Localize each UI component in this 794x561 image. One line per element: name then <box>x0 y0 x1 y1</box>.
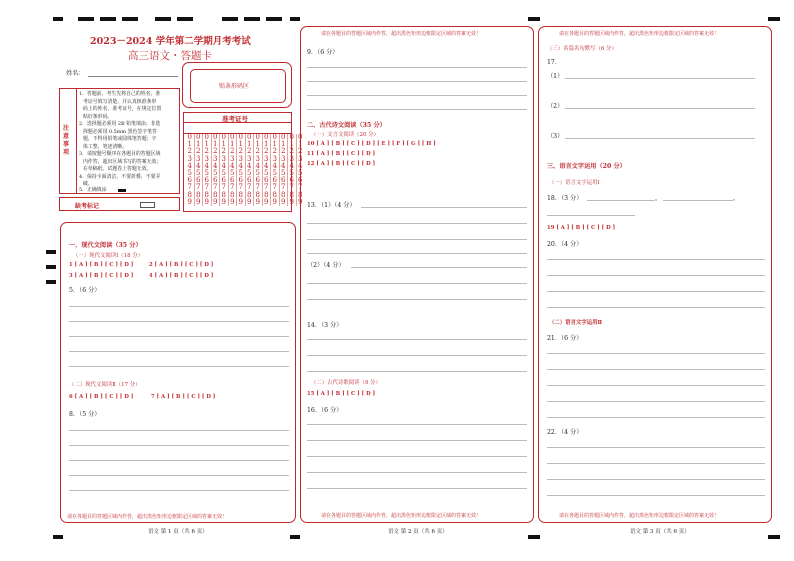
question-label: 14．（3 分） <box>307 322 343 329</box>
subsection-title: （一）文言文阅读（20 分） <box>311 132 379 138</box>
digit-bubble[interactable]: 9 <box>204 197 209 206</box>
notice-line: 2．选择题必须用 2B 铅笔填涂；非选 <box>79 121 161 127</box>
registration-mark <box>768 17 780 21</box>
answer-line[interactable] <box>547 275 765 276</box>
digit-bubble[interactable]: 0 <box>187 133 192 141</box>
digit-bubble[interactable]: 3 <box>281 154 286 163</box>
digit-bubble[interactable]: 1 <box>255 140 260 149</box>
section-title: 一、现代文阅读（35 分） <box>69 242 142 249</box>
digit-bubble[interactable]: 8 <box>187 190 192 199</box>
digit-bubble[interactable]: 4 <box>298 161 303 170</box>
digit-bubble[interactable]: 9 <box>298 197 303 206</box>
answer-line[interactable] <box>307 67 527 68</box>
notice-line: 考证号填写清楚，并认真核准条形 <box>83 98 157 105</box>
answer-line[interactable] <box>547 417 765 418</box>
answer-panel-3 <box>538 26 772 523</box>
comma-separator: ， <box>655 195 662 202</box>
digit-column <box>254 134 263 206</box>
digit-column <box>271 134 280 206</box>
digit-bubble[interactable]: 2 <box>196 147 201 156</box>
digit-bubble[interactable]: 8 <box>213 190 218 199</box>
notice-label: 注意事项 <box>63 125 70 156</box>
answer-line[interactable] <box>307 81 527 82</box>
digit-bubble[interactable]: 5 <box>213 169 218 178</box>
page-footer: 语文 第 3 页（共 6 页） <box>630 529 690 535</box>
digit-bubble[interactable]: 6 <box>298 176 303 185</box>
digit-bubble[interactable]: 8 <box>238 190 243 199</box>
notice-line: 4．保持卡面清洁，不要折叠、不要弄 <box>79 173 161 180</box>
digit-bubble[interactable]: 5 <box>247 169 252 178</box>
digit-bubble[interactable]: 4 <box>238 161 243 170</box>
digit-bubble[interactable]: 7 <box>238 183 243 192</box>
answer-line[interactable] <box>307 109 527 110</box>
answer-line[interactable] <box>69 430 289 431</box>
answer-line[interactable] <box>547 259 765 260</box>
subsection-title: （二）现代文阅读Ⅱ（17 分） <box>69 382 141 388</box>
digit-bubble[interactable]: 8 <box>204 190 209 199</box>
answer-line[interactable] <box>307 456 527 457</box>
digit-column <box>212 134 221 206</box>
notice-line: 择题必须用 0.5mm 黑色签字笔答 <box>83 128 157 135</box>
answer-line[interactable] <box>69 460 289 461</box>
answer-line[interactable] <box>69 490 289 491</box>
digit-column <box>195 134 204 206</box>
digit-bubble[interactable]: 1 <box>187 140 192 149</box>
digit-bubble[interactable]: 6 <box>230 176 235 185</box>
digit-bubble[interactable]: 7 <box>187 183 192 192</box>
digit-bubble[interactable]: 8 <box>289 190 294 199</box>
digit-bubble[interactable]: 2 <box>204 147 209 156</box>
boundary-warning: 请在各题目的答题区域内作答，超出黑色矩形边框限定区域的答案无效！ <box>321 31 482 37</box>
digit-bubble[interactable]: 5 <box>238 169 243 178</box>
digit-bubble[interactable]: 2 <box>238 147 243 156</box>
answer-line[interactable] <box>547 353 765 354</box>
digit-bubble[interactable]: 0 <box>298 133 303 141</box>
question-label: （2） <box>547 103 564 110</box>
answer-line[interactable] <box>307 223 527 224</box>
digit-bubble[interactable]: 7 <box>247 183 252 192</box>
digit-column <box>280 134 289 206</box>
registration-mark <box>528 535 540 539</box>
answer-line[interactable] <box>69 336 289 337</box>
digit-bubble[interactable]: 7 <box>281 183 286 192</box>
digit-bubble[interactable]: 3 <box>213 154 218 163</box>
digit-bubble[interactable]: 8 <box>272 190 277 199</box>
registration-mark <box>78 17 94 21</box>
registration-mark <box>290 17 300 21</box>
comma-separator: ， <box>733 195 740 202</box>
notice-divider <box>76 89 77 193</box>
digit-bubble[interactable]: 7 <box>230 183 235 192</box>
digit-bubble[interactable]: 5 <box>281 169 286 178</box>
digit-bubble[interactable]: 1 <box>289 140 294 149</box>
section-title: 二、古代诗文阅读（35 分） <box>307 122 386 129</box>
digit-bubble[interactable]: 9 <box>264 197 269 206</box>
notice-line: 贴好条形码。 <box>83 113 113 120</box>
digit-bubbles[interactable] <box>186 134 304 206</box>
digit-bubble[interactable]: 4 <box>272 161 277 170</box>
digit-bubble[interactable]: 5 <box>298 169 303 178</box>
digit-bubble[interactable]: 7 <box>272 183 277 192</box>
digit-bubble[interactable]: 0 <box>289 133 294 141</box>
answer-line[interactable] <box>69 321 289 322</box>
digit-bubble[interactable]: 3 <box>264 154 269 163</box>
subsection-title: （三）名篇名句默写（6 分） <box>547 46 617 52</box>
digit-bubble[interactable]: 8 <box>281 190 286 199</box>
subsection-title: （二）语言文字运用Ⅱ <box>549 320 603 326</box>
answer-line[interactable] <box>307 299 527 300</box>
registration-mark <box>46 250 56 254</box>
digit-bubble[interactable]: 6 <box>213 176 218 185</box>
digit-bubble[interactable]: 4 <box>187 161 192 170</box>
digit-bubble[interactable]: 1 <box>230 140 235 149</box>
digit-bubble[interactable]: 9 <box>230 197 235 206</box>
digit-bubble[interactable]: 5 <box>196 169 201 178</box>
notice-line: 题，不得用铅笔或圆珠笔答题；字 <box>83 136 157 142</box>
digit-bubble[interactable]: 3 <box>298 154 303 163</box>
answer-line[interactable] <box>547 215 635 216</box>
digit-bubble[interactable]: 3 <box>196 154 201 163</box>
choice-row[interactable]: 4 [ A ] [ B ] [ C ] [ D ] <box>149 273 214 279</box>
digit-bubble[interactable]: 7 <box>213 183 218 192</box>
digit-bubble[interactable]: 7 <box>298 183 303 192</box>
boundary-warning: 请在各题目的答题区域内作答，超出黑色矩形边框限定区域的答案无效！ <box>67 514 228 520</box>
digit-bubble[interactable]: 5 <box>289 169 294 178</box>
digit-bubble[interactable]: 0 <box>238 133 243 141</box>
answer-line[interactable] <box>351 267 527 268</box>
digit-bubble[interactable]: 9 <box>255 197 260 206</box>
digit-bubble[interactable]: 2 <box>298 147 303 156</box>
answer-line[interactable] <box>565 138 755 139</box>
choice-row[interactable]: 1 [ A ] [ B ] [ C ] [ D ] <box>69 262 134 268</box>
registration-mark <box>768 535 780 539</box>
digit-bubble[interactable]: 1 <box>272 140 277 149</box>
answer-line[interactable] <box>587 200 655 201</box>
registration-mark <box>53 17 63 21</box>
answer-line[interactable] <box>307 488 527 489</box>
digit-bubble[interactable]: 5 <box>187 169 192 178</box>
notice-line: 5．正确填涂 <box>79 187 107 193</box>
digit-bubble[interactable]: 2 <box>289 147 294 156</box>
choice-row[interactable]: 12 [ A ] [ B ] [ C ] [ D ] <box>307 161 376 167</box>
answer-line[interactable] <box>69 351 289 352</box>
page-footer: 语文 第 1 页（共 6 页） <box>148 529 208 535</box>
choice-row[interactable]: 3 [ A ] [ B ] [ C ] [ D ] <box>69 273 134 279</box>
digit-bubble[interactable]: 9 <box>281 197 286 206</box>
digit-bubble[interactable]: 2 <box>272 147 277 156</box>
digit-bubble[interactable]: 1 <box>298 140 303 149</box>
answer-line[interactable] <box>547 495 765 496</box>
digit-column <box>220 134 229 206</box>
question-label: 20．（4 分） <box>547 241 583 248</box>
digit-column <box>229 134 238 206</box>
digit-bubble[interactable]: 6 <box>255 176 260 185</box>
digit-bubble[interactable]: 1 <box>264 140 269 149</box>
answer-line[interactable] <box>307 424 527 425</box>
digit-bubble[interactable]: 1 <box>221 140 226 149</box>
digit-bubble[interactable]: 8 <box>196 190 201 199</box>
answer-line[interactable] <box>307 371 527 372</box>
digit-bubble[interactable]: 3 <box>238 154 243 163</box>
digit-bubble[interactable]: 8 <box>264 190 269 199</box>
answer-line[interactable] <box>547 463 765 464</box>
registration-mark <box>290 535 300 539</box>
notice-line: 码上的姓名、准考证号，在规定位置 <box>83 106 162 112</box>
barcode-area <box>182 62 292 108</box>
name-input-line[interactable] <box>88 76 178 77</box>
notice-line: 内作答，超出区域书写的答案无效； <box>83 158 162 165</box>
digit-bubble[interactable]: 1 <box>213 140 218 149</box>
choice-row[interactable]: 7 [ A ] [ B ] [ C ] [ D ] <box>151 394 216 400</box>
digit-bubble[interactable]: 7 <box>196 183 201 192</box>
digit-bubble[interactable]: 3 <box>289 154 294 163</box>
digit-bubble[interactable]: 3 <box>187 154 192 163</box>
digit-bubble[interactable]: 0 <box>247 133 252 141</box>
digit-bubble[interactable]: 2 <box>187 147 192 156</box>
absent-label: 缺考标记 <box>75 203 100 210</box>
subsection-title: （二）古代诗歌阅读（9 分） <box>311 380 381 386</box>
digit-bubble[interactable]: 2 <box>281 147 286 156</box>
digit-bubble[interactable]: 2 <box>213 147 218 156</box>
digit-bubble[interactable]: 4 <box>204 161 209 170</box>
registration-mark <box>222 17 238 21</box>
boundary-warning: 请在各题目的答题区域内作答，超出黑色矩形边框限定区域的答案无效！ <box>321 513 482 519</box>
choice-row[interactable]: 10 [ A ] [ B ] [ C ] [ D ] [ E ] [ F ] [ G ] [ H ] <box>307 141 436 147</box>
digit-bubble[interactable]: 0 <box>230 133 235 141</box>
filled-bubble-example <box>118 189 126 192</box>
answer-line[interactable] <box>547 479 765 480</box>
digit-bubble[interactable]: 8 <box>247 190 252 199</box>
question-label: 18．（3 分） <box>547 195 583 202</box>
digit-bubble[interactable]: 9 <box>289 197 294 206</box>
digit-bubble[interactable]: 4 <box>213 161 218 170</box>
answer-line[interactable] <box>69 366 289 367</box>
question-label: 5．（6 分） <box>69 287 101 294</box>
digit-bubble[interactable]: 0 <box>204 133 209 141</box>
registration-mark <box>528 17 540 21</box>
digit-bubble[interactable]: 0 <box>272 133 277 141</box>
choice-row[interactable]: 2 [ A ] [ B ] [ C ] [ D ] <box>149 262 214 268</box>
digit-bubble[interactable]: 4 <box>281 161 286 170</box>
digit-bubble[interactable]: 4 <box>221 161 226 170</box>
digit-bubble[interactable]: 6 <box>281 176 286 185</box>
notice-box <box>59 88 180 194</box>
digit-bubble[interactable]: 7 <box>221 183 226 192</box>
digit-bubble[interactable]: 9 <box>238 197 243 206</box>
answer-line[interactable] <box>663 200 733 201</box>
registration-mark <box>155 17 171 21</box>
digit-bubble[interactable]: 0 <box>196 133 201 141</box>
registration-mark <box>177 17 193 21</box>
answer-line[interactable] <box>547 369 765 370</box>
exam-subtitle: 高三语文・答题卡 <box>128 50 212 62</box>
digit-bubble[interactable]: 9 <box>221 197 226 206</box>
digit-bubble[interactable]: 8 <box>221 190 226 199</box>
question-label: 17． <box>547 59 562 66</box>
digit-bubble[interactable]: 6 <box>247 176 252 185</box>
answer-line[interactable] <box>307 339 527 340</box>
digit-bubble[interactable]: 5 <box>221 169 226 178</box>
registration-mark <box>244 17 260 21</box>
registration-mark <box>46 265 56 269</box>
digit-bubble[interactable]: 1 <box>281 140 286 149</box>
answer-line[interactable] <box>307 239 527 240</box>
digit-column <box>288 134 297 206</box>
digit-bubble[interactable]: 1 <box>196 140 201 149</box>
answer-line[interactable] <box>307 95 527 96</box>
page-footer: 语文 第 2 页（共 6 页） <box>388 529 448 535</box>
digit-bubble[interactable]: 7 <box>264 183 269 192</box>
answer-line[interactable] <box>69 475 289 476</box>
question-label: （2）（4 分） <box>307 262 345 269</box>
choice-row[interactable]: 6 [ A ] [ B ] [ C ] [ D ] <box>69 394 134 400</box>
digit-bubble[interactable]: 3 <box>221 154 226 163</box>
choice-row[interactable]: 15 [ A ] [ B ] [ C ] [ D ] <box>307 391 376 397</box>
digit-bubble[interactable]: 3 <box>255 154 260 163</box>
digit-bubble[interactable]: 3 <box>247 154 252 163</box>
registration-mark <box>53 535 63 539</box>
digit-bubble[interactable]: 8 <box>230 190 235 199</box>
notice-line: 3．请按题号顺序在各题目的答题区域 <box>79 151 161 157</box>
digit-bubble[interactable]: 4 <box>230 161 235 170</box>
question-label: （1） <box>547 73 564 80</box>
answer-line[interactable] <box>307 253 527 254</box>
question-label: （3） <box>547 133 564 140</box>
boundary-warning: 请在各题目的答题区域内作答，超出黑色矩形边框限定区域的答案无效！ <box>559 513 720 519</box>
digit-bubble[interactable]: 6 <box>221 176 226 185</box>
digit-bubble[interactable]: 5 <box>204 169 209 178</box>
digit-bubble[interactable]: 4 <box>247 161 252 170</box>
digit-bubble[interactable]: 8 <box>255 190 260 199</box>
choice-row[interactable]: 11 [ A ] [ B ] [ C ] [ D ] <box>307 151 376 157</box>
name-label: 姓名： <box>66 70 85 77</box>
registration-mark <box>122 17 138 21</box>
choice-row[interactable]: 19 [ A ] [ B ] [ C ] [ D ] <box>547 225 616 231</box>
digit-bubble[interactable]: 5 <box>272 169 277 178</box>
answer-line[interactable] <box>565 108 755 109</box>
answer-line[interactable] <box>565 78 755 79</box>
digit-column <box>246 134 255 206</box>
exam-number-label: 准考证号 <box>222 115 248 123</box>
digit-bubble[interactable]: 7 <box>289 183 294 192</box>
absent-checkbox[interactable] <box>140 202 155 208</box>
digit-bubble[interactable]: 4 <box>255 161 260 170</box>
question-label: 13．（1）（4 分） <box>307 202 356 209</box>
answer-line[interactable] <box>307 440 527 441</box>
exam-title: 2023－2024 学年第二学期月考考试 <box>90 36 251 47</box>
answer-line[interactable] <box>547 401 765 402</box>
digit-bubble[interactable]: 9 <box>196 197 201 206</box>
question-label: 8．（5 分） <box>69 411 101 418</box>
digit-bubble[interactable]: 3 <box>230 154 235 163</box>
digit-column <box>263 134 272 206</box>
digit-bubble[interactable]: 9 <box>187 197 192 206</box>
digit-bubble[interactable]: 6 <box>196 176 201 185</box>
digit-bubble[interactable]: 9 <box>213 197 218 206</box>
answer-line[interactable] <box>69 306 289 307</box>
answer-line[interactable] <box>307 472 527 473</box>
digit-bubble[interactable]: 2 <box>255 147 260 156</box>
digit-bubble[interactable]: 5 <box>264 169 269 178</box>
digit-bubble[interactable]: 3 <box>272 154 277 163</box>
digit-bubble[interactable]: 0 <box>255 133 260 141</box>
digit-bubble[interactable]: 4 <box>264 161 269 170</box>
answer-line[interactable] <box>361 207 527 208</box>
answer-line[interactable] <box>547 447 765 448</box>
absent-mark-box <box>59 197 180 211</box>
digit-column <box>237 134 246 206</box>
answer-line[interactable] <box>69 445 289 446</box>
subsection-title: （一）语言文字运用Ⅰ <box>549 180 600 186</box>
digit-bubble[interactable]: 2 <box>264 147 269 156</box>
digit-bubble[interactable]: 5 <box>230 169 235 178</box>
subsection-title: （一）现代文阅读Ⅰ（18 分） <box>73 253 143 259</box>
answer-panel-1 <box>60 222 296 523</box>
digit-bubble[interactable]: 1 <box>204 140 209 149</box>
digit-bubble[interactable]: 9 <box>272 197 277 206</box>
digit-bubble[interactable]: 5 <box>255 169 260 178</box>
question-label: 16．（6 分） <box>307 407 343 414</box>
notice-line: 破。 <box>83 181 93 187</box>
digit-bubble[interactable]: 6 <box>289 176 294 185</box>
digit-bubble[interactable]: 0 <box>213 133 218 141</box>
answer-line[interactable] <box>547 307 765 308</box>
answer-line[interactable] <box>547 385 765 386</box>
answer-line[interactable] <box>547 291 765 292</box>
digit-bubble[interactable]: 6 <box>272 176 277 185</box>
digit-bubble[interactable]: 7 <box>255 183 260 192</box>
digit-bubble[interactable]: 6 <box>238 176 243 185</box>
barcode-label: 贴条形码区 <box>219 83 250 90</box>
question-label: 21．（6 分） <box>547 335 583 342</box>
digit-bubble[interactable]: 6 <box>204 176 209 185</box>
registration-mark <box>46 280 56 284</box>
digit-bubble[interactable]: 6 <box>264 176 269 185</box>
digit-bubble[interactable]: 0 <box>264 133 269 141</box>
question-label: 9．（6 分） <box>307 49 339 56</box>
boundary-warning: 请在各题目的答题区域内作答，超出黑色矩形边框限定区域的答案无效！ <box>559 31 720 37</box>
section-title: 三、语言文字运用（20 分） <box>547 163 626 170</box>
answer-line[interactable] <box>307 355 527 356</box>
digit-column <box>186 134 195 206</box>
notice-line: 体工整、笔迹清晰。 <box>83 143 128 150</box>
digit-bubble[interactable]: 0 <box>281 133 286 141</box>
digit-bubble[interactable]: 4 <box>289 161 294 170</box>
digit-bubble[interactable]: 4 <box>196 161 201 170</box>
exam-number-grid[interactable] <box>183 112 303 212</box>
notice-line: 在草稿纸、试题卷上答题无效。 <box>83 166 152 172</box>
digit-column <box>203 134 212 206</box>
answer-panel-2 <box>300 26 534 523</box>
digit-bubble[interactable]: 0 <box>221 133 226 141</box>
registration-mark <box>100 17 116 21</box>
question-label: 22．（4 分） <box>547 429 583 436</box>
digit-bubble[interactable]: 8 <box>298 190 303 199</box>
digit-bubble[interactable]: 2 <box>247 147 252 156</box>
digit-bubble[interactable]: 2 <box>221 147 226 156</box>
digit-bubble[interactable]: 3 <box>204 154 209 163</box>
digit-bubble[interactable]: 9 <box>247 197 252 206</box>
registration-mark <box>266 17 282 21</box>
digit-bubble[interactable]: 6 <box>187 176 192 185</box>
notice-line: 1．答题前，考生先将自己的姓名、准 <box>79 91 161 97</box>
digit-bubble[interactable]: 1 <box>247 140 252 149</box>
digit-bubble[interactable]: 1 <box>238 140 243 149</box>
digit-bubble[interactable]: 2 <box>230 147 235 156</box>
answer-line[interactable] <box>307 283 527 284</box>
digit-bubble[interactable]: 7 <box>204 183 209 192</box>
